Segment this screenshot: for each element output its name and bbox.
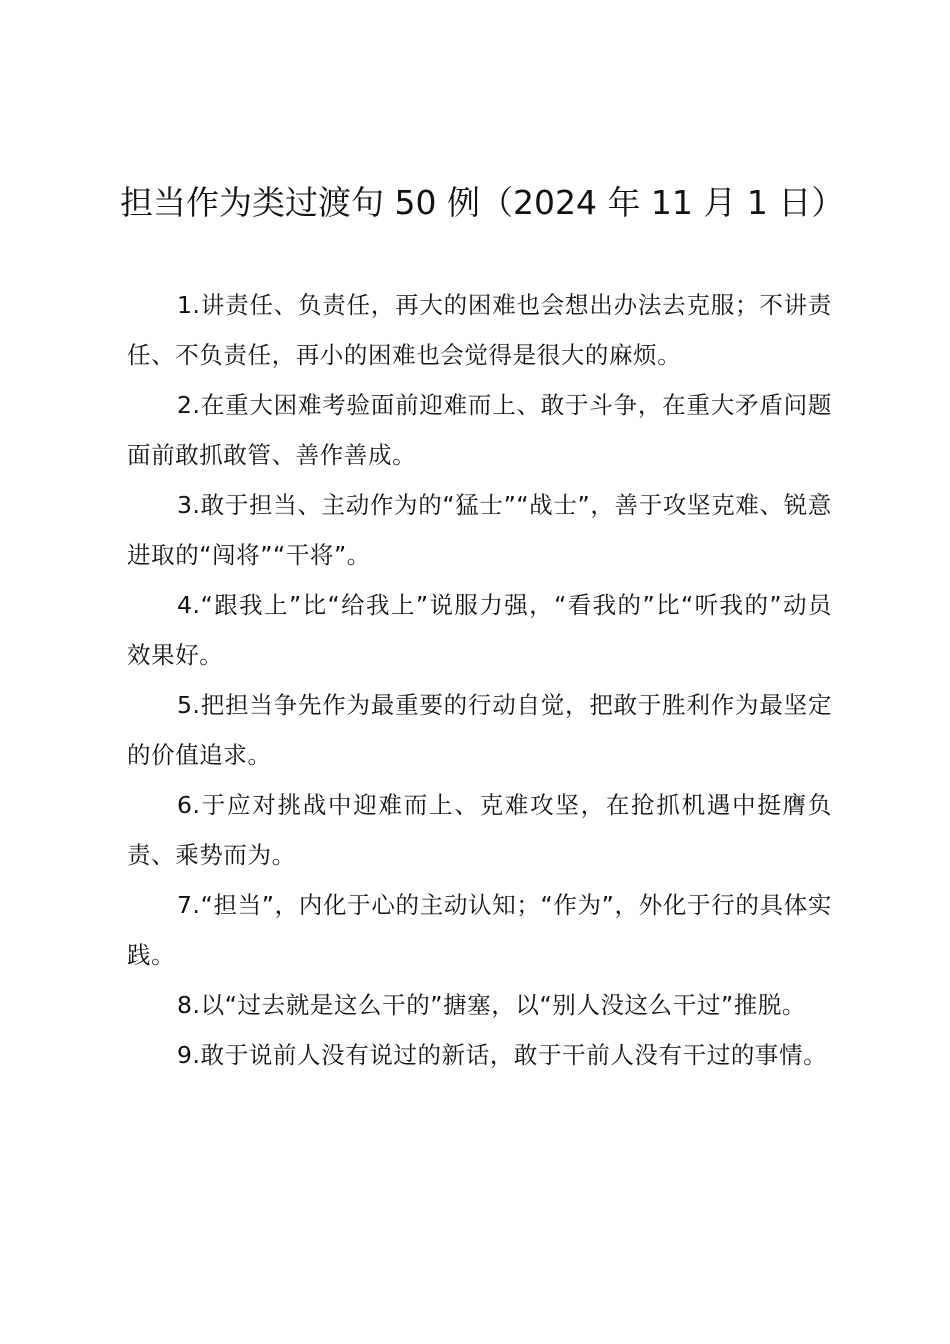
document-body (127, 280, 832, 1080)
paragraph-4: 4.“跟我上”比“给我上”说服力强，“看我的”比“听我的”动员效果好。 (127, 591, 832, 669)
paragraph-2: 2.在重大困难考验面前迎难而上、敢于斗争，在重大矛盾问题面前敢抓敢管、善作善成。 (127, 391, 832, 469)
document-title: 担当作为类过渡句 50 例（2024 年 11 月 1 日） (120, 183, 845, 222)
paragraph-3: 3.敢于担当、主动作为的“猛士”“战士”，善于攻坚克难、锐意进取的“闯将”“干将”。 (127, 491, 832, 569)
paragraph-7: 7.“担当”，内化于心的主动认知；“作为”，外化于行的具体实践。 (127, 891, 832, 969)
paragraph-9: 9.敢于说前人没有说过的新话，敢于干前人没有干过的事情。 (177, 1041, 828, 1069)
paragraph-1: 1.讲责任、负责任，再大的困难也会想出办法去克服；不讲责任、不负责任，再小的困难也会觉得是很大的麻烦。 (127, 291, 832, 369)
paragraph-6: 6.于应对挑战中迎难而上、克难攻坚，在抢抓机遇中挺膺负责、乘势而为。 (127, 791, 832, 869)
paragraph-8: 8.以“过去就是这么干的”搪塞，以“别人没这么干过”推脱。 (177, 991, 807, 1019)
paragraph-5: 5.把担当争先作为最重要的行动自觉，把敢于胜利作为最坚定的价值追求。 (127, 691, 832, 769)
